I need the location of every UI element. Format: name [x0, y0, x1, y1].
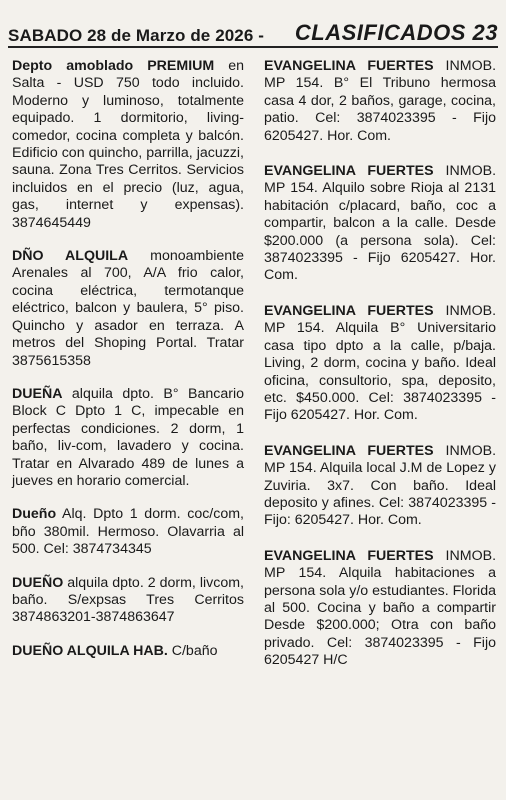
- classified-ad: DÑO ALQUILA monoambiente Arenales al 700, A/A frio calor, cocina eléctrica, termotanque eléctrico, balcon y baulera, 5° piso. Quincho y asador en terraza. A metros del Shoping Portal. Tratar 3875615358: [12, 248, 244, 369]
- header-date: SABADO 28 de Marzo de 2026 -: [8, 26, 264, 45]
- left-column: [12, 58, 244, 800]
- classified-ad: EVANGELINA FUERTES INMOB. MP 154. B° El Tribuno hermosa casa 4 dor, 2 baños, garage, cocina, patio. Cel: 3874023395 - Fijo 6205427. Hor. Com.: [264, 58, 497, 144]
- classified-ad: DUEÑA alquila dpto. B° Bancario Block C Dpto 1 C, impecable en perfectas condiciones. 2 dorm, 1 baño, liv-com, lavadero y cocina. Tratar en Alvarado 489 de lunes a jueves en horario comercial.: [12, 385, 244, 489]
- right-column: [264, 58, 496, 800]
- classified-ad: DUEÑO alquila dpto. 2 dorm, livcom, baño. S/expsas Tres Cerritos 3874863201-3874863647: [12, 574, 244, 626]
- classified-ad: EVANGELINA FUERTES INMOB. MP 154. Alquila habitaciones a persona sola y/o estudiantes. Florida al 500. Cocina y baño a compartir Desde $200.000; Otra con baño privado. Cel: 3874023395 - Fijo 6205427 H/C: [264, 547, 497, 669]
- page-header: [8, 20, 498, 48]
- classified-ad: DUEÑO ALQUILA HAB. C/baño: [12, 642, 218, 659]
- classified-ad: EVANGELINA FUERTES INMOB. MP 154. Alquila local J.M de Lopez y Zuviria. 3x7. Con baño. Ideal deposito y afines. Cel: 3874023395 - Fijo: 6205427. Hor. Com.: [264, 442, 497, 529]
- classifieds-columns: [10, 58, 496, 800]
- classified-ad: EVANGELINA FUERTES INMOB. MP 154. Alquilo sobre Rioja al 2131 habitación c/placard, baño, coc a compartir, balcon a la calle. Desde $200.000 (a persona sola). Cel: 3874023395 - Fijo 6205427. Hor. Com.: [264, 163, 497, 284]
- classified-ad: Dueño Alq. Dpto 1 dorm. coc/com, bño 380mil. Hermoso. Olavarria al 500. Cel: 3874734345: [12, 506, 244, 558]
- classified-ad: Depto amoblado PREMIUM en Salta - USD 750 todo incluido. Moderno y luminoso, totalmente equipado. 1 dormitorio, living-comedor, cocina completa y balcón. Edificio con quincho, parrilla, jacuzzi, sauna. Zona Tres Cerritos. Servicios incluidos en el precio (luz, agua, gas, internet y expensas). 3874645449: [12, 58, 244, 231]
- classified-ad: EVANGELINA FUERTES INMOB. MP 154. Alquila B° Universitario casa tipo dpto a la calle, p/baja. Living, 2 dorm, cocina y baño. Ideal oficina, consultorio, spa, deposito, etc. $450.000. Cel: 3874023395 - Fijo 6205427. Hor. Com.: [264, 302, 497, 424]
- section-title: CLASIFICADOS 23: [294, 20, 498, 45]
